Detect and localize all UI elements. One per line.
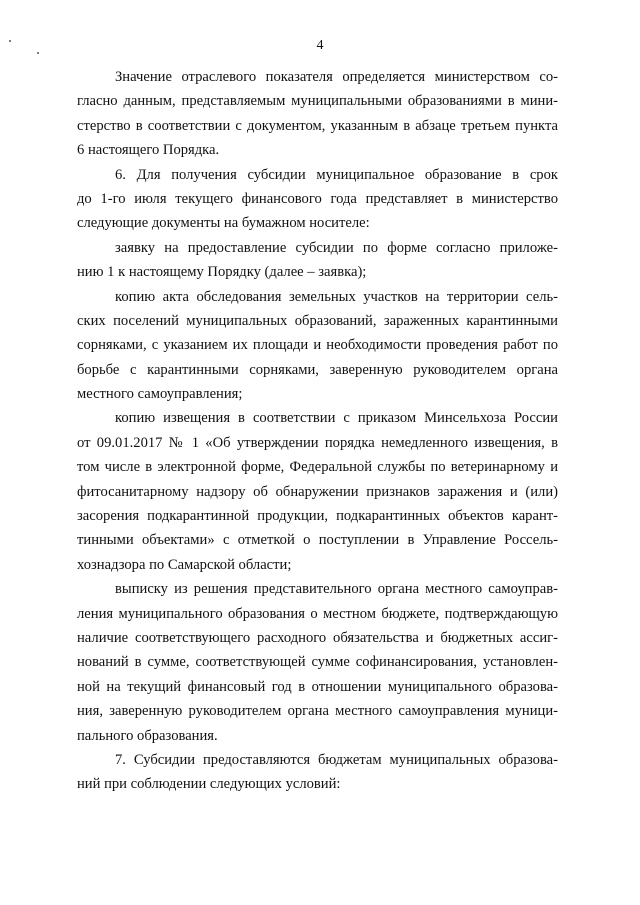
- text-line: 7. Субсидии предоставляются бюджетам муниципальных образова-: [115, 751, 558, 768]
- text-line: заявку на предоставление субсидии по форме согласно приложе-: [115, 239, 558, 256]
- text-line: до 1-го июля текущего финансового года представляет в министерство: [77, 190, 558, 207]
- text-line: том числе в электронной форме, Федеральной службы по ветеринарному и: [77, 459, 558, 476]
- text-line: пального образования.: [77, 727, 218, 744]
- text-line: борьбе с карантинными сорняками, заверенную руководителем органа: [77, 361, 558, 378]
- text-line: ления муниципального образования о местном бюджете, подтверждающую: [77, 605, 558, 622]
- text-line: фитосанитарному надзору об обнаружении признаков заражения и (или): [77, 483, 558, 500]
- text-line: ной на текущий финансовый год в отношении муниципального образова-: [77, 678, 558, 695]
- text-line: сорняками, с указанием их площади и необходимости проведения работ по: [77, 337, 558, 354]
- text-line: от 09.01.2017 № 1 «Об утверждении порядка немедленного извещения, в: [77, 434, 558, 451]
- text-line: местного самоуправления;: [77, 386, 243, 403]
- text-line: нований в сумме, соответствующей сумме софинансирования, установлен-: [77, 654, 558, 671]
- text-line: нию 1 к настоящему Порядку (далее – заявка);: [77, 264, 367, 281]
- text-line: 6. Для получения субсидии муниципальное образование в срок: [115, 166, 558, 183]
- text-line: наличие соответствующего расходного обязательства и бюджетных ассиг-: [77, 629, 558, 646]
- text-line: 6 настоящего Порядка.: [77, 142, 220, 159]
- text-line: выписку из решения представительного органа местного самоуправ-: [115, 581, 558, 598]
- scan-speck: [9, 40, 11, 42]
- text-line: копию извещения в соответствии с приказом Минсельхоза России: [115, 410, 558, 427]
- text-line: копию акта обследования земельных участков на территории сель-: [115, 288, 558, 305]
- body-text: [77, 65, 558, 797]
- text-line: хознадзора по Самарской области;: [77, 556, 292, 573]
- page-number: 4: [316, 38, 324, 53]
- text-line: стерство в соответствии с документом, указанным в абзаце третьем пункта: [77, 117, 558, 134]
- scan-speck: [37, 52, 39, 54]
- text-line: тинными объектами» с отметкой о поступлении в Управление Россель-: [77, 532, 558, 549]
- text-line: Значение отраслевого показателя определяется министерством со-: [115, 69, 558, 85]
- text-line: ния, заверенную руководителем органа местного самоуправления муници-: [77, 703, 558, 720]
- text-line: следующие документы на бумажном носителе:: [77, 215, 370, 232]
- text-line: засорения подкарантинной продукции, подкарантинных объектов карант-: [77, 508, 558, 525]
- text-line: ских поселений муниципальных образований, зараженных карантинными: [77, 312, 558, 329]
- text-line: ний при соблюдении следующих условий:: [77, 776, 341, 793]
- text-line: гласно данным, представляемым муниципальными образованиями в мини-: [77, 93, 558, 110]
